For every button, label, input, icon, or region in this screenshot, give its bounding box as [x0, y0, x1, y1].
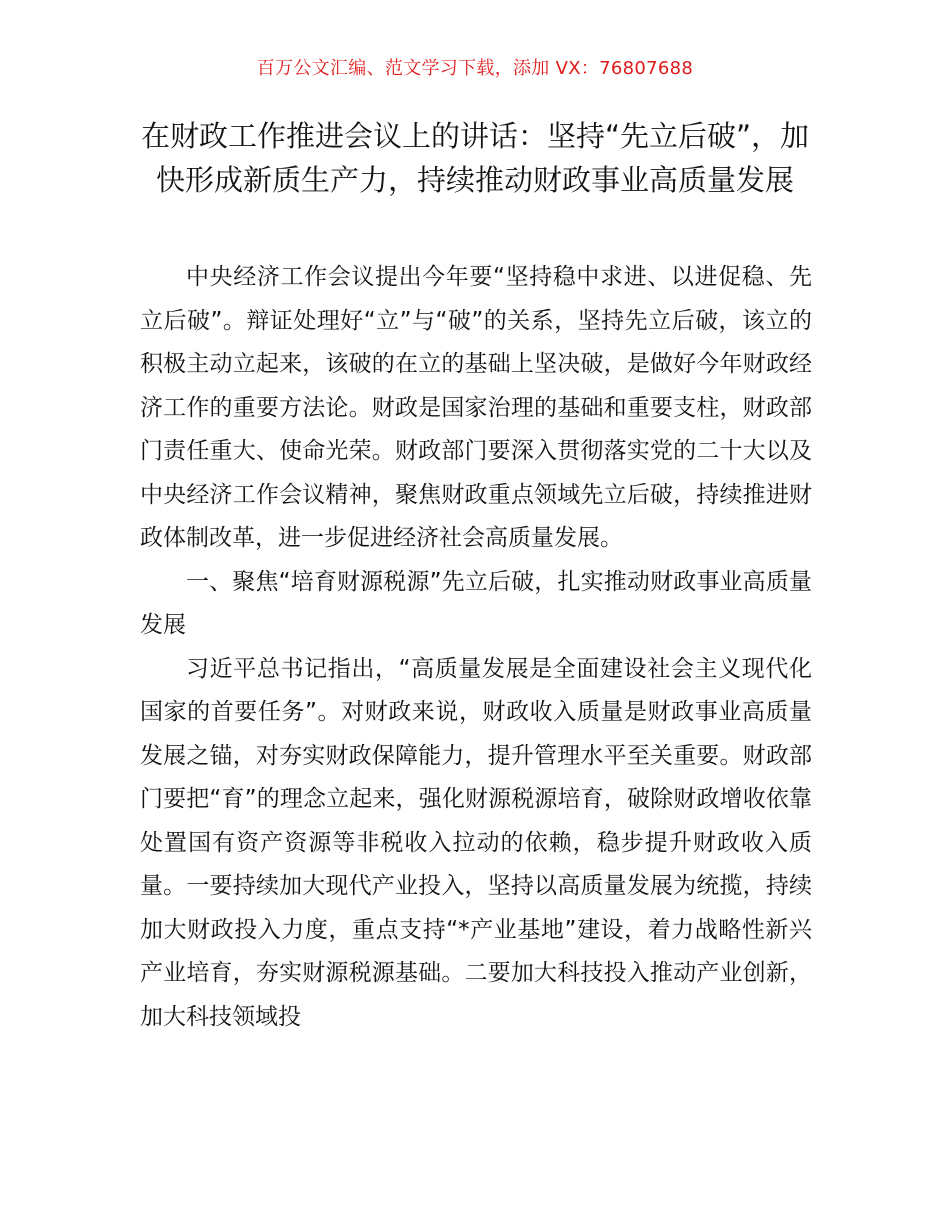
paragraph-section-1: 习近平总书记指出，“高质量发展是全面建设社会主义现代化国家的首要任务”。对财政来说，财政收入质量是财政事业高质量发展之锚，对夯实财政保障能力，提升管理水平至关重要。财政部门要把“育”的理念立起来，强化财源税源培育，破除财政增收依靠处置国有资产资源等非税收入拉动的依赖，稳步提升财政收入质量。一要持续加大现代产业投入，坚持以高质量发展为统揽，持续加大财政投入力度，重点支持“*产业基地”建设，着力战略性新兴产业培育，夯实财源税源基础。二要加大科技投入推动产业创新，加大科技领域投	[140, 655, 812, 1030]
section-heading-1: 一、聚焦“培育财源税源”先立后破，扎实推动财政事业高质量发展	[140, 568, 812, 638]
document-title: 在财政工作推进会议上的讲话：坚持“先立后破”，加快形成新质生产力，持续推动财政事业高质量发展	[140, 119, 810, 197]
document-body	[140, 256, 812, 1039]
paragraph-intro: 中央经济工作会议提出今年要“坚持稳中求进、以进促稳、先立后破”。辩证处理好“立”与“破”的关系，坚持先立后破，该立的积极主动立起来，该破的在立的基础上坚决破，是做好今年财政经济工作的重要方法论。财政是国家治理的基础和重要支柱，财政部门责任重大、使命光荣。财政部门要深入贯彻落实党的二十大以及中央经济工作会议精神，聚焦财政重点领域先立后破，持续推进财政体制改革，进一步促进经济社会高质量发展。	[140, 264, 812, 551]
header-watermark: 百万公文汇编、范文学习下载，添加 VX：76807688	[256, 58, 694, 79]
